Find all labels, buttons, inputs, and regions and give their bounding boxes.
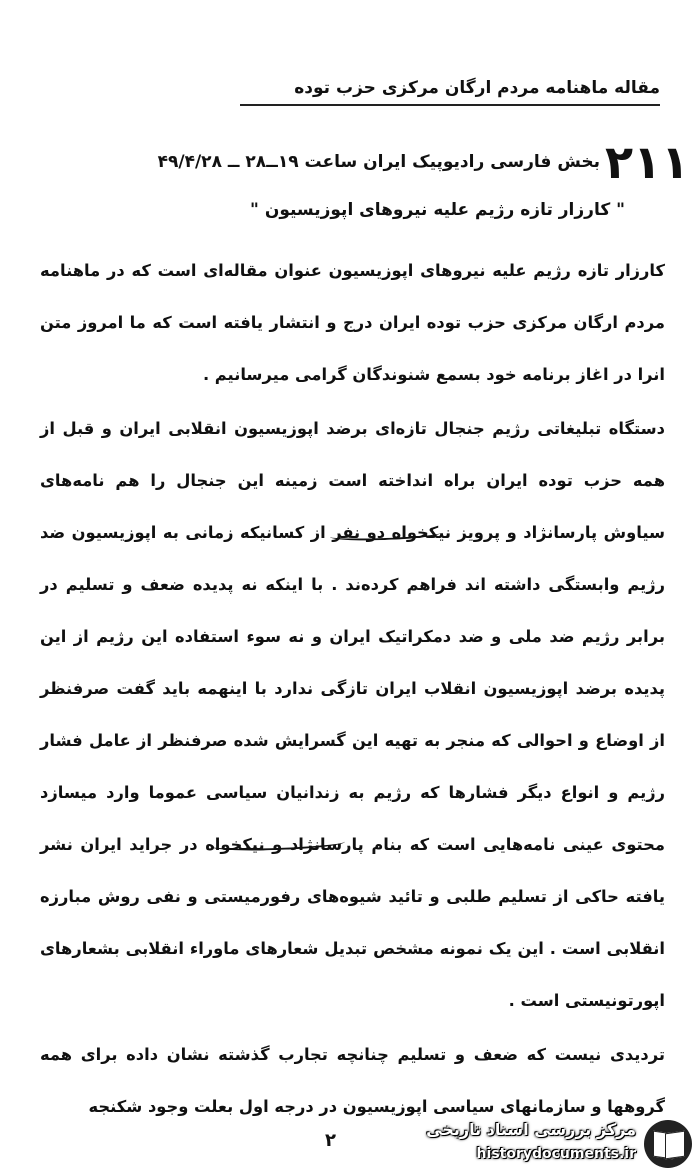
paragraph-closing: تردیدی نیست که ضعف و تسلیم چنانچه تجارب گذشته نشان داده برای همه گروهها و سازمانهای سیاسی اپوزیسیون در درجه اول بعلت وجود شکنجه xyxy=(40,1045,665,1116)
document-header: مقاله ماهنامه مردم ارگان مرکزی حزب توده xyxy=(240,78,660,106)
article-body xyxy=(40,245,665,1133)
watermark-url-text: historydocuments.ir xyxy=(476,1146,636,1162)
paragraph-intro: کارزار تازه رژیم علیه نیروهای اپوزیسیون عنوان مقاله‌ای است که در ماهنامه مردم ارگان مرکزی حزب توده ایران درج و انتشار یافته است که ما امروز متن انرا در اغاز برنامه خود بسمع شنوندگان گرامی میرسانیم . xyxy=(40,261,665,384)
watermark-persian-text: مرکز بررسی اسناد تاریخی xyxy=(426,1120,636,1139)
handwritten-margin-number: ۲۱۱ xyxy=(605,135,690,189)
paragraph-main: دستگاه تبلیغاتی رژیم جنجال تازه‌ای برضد اپوزیسیون انقلابی ایران و قبل از همه حزب توده ایران براه انداخته است زمینه این جنجال را هم نامه‌های سیاوش پارسانژاد و پرویز نیکخواه دو نفر از کسانیکه زمانی به اپوزیسیون ضد رژیم وابستگی داشته اند فراهم کرده‌ند . با اینکه نه پدیده ضعف و تسلیم در برابر رژیم ضد ملی و ضد دمکراتیک ایران و نه سوء استفاده این رژیم از این پدیده برضد اپوزیسیون انقلاب ایران تازگی ندارد با اینهمه باید گفت صرفنظر از اوضاع و احوالی که منجر به تهیه این گسرایش شده صرفنظر از عامل فشار رژیم و انواع دیگر فشارها که رژیم به زندانیان سیاسی عموما وارد میسازد محتوی عینی نامه‌هایی است که بنام پارسانژاد و نیکخواه در جراید ایران نشر یافته حاکی از تسلیم طلبی و تائید شیوه‌های رفورمیستی و نفی روش مبارزه انقلابی است . این یک نمونه مشخص تبدیل شعارهای ماوراء انقلابی بشعارهای اپورتونیستی است . xyxy=(40,419,665,1010)
watermark xyxy=(410,1118,692,1170)
page-number: ۲ xyxy=(325,1130,336,1151)
article-title: " کارزار تازه رژیم علیه نیروهای اپوزیسیون " xyxy=(250,200,625,220)
broadcast-info-line: بخش فارسی رادیوپیک ایران ساعت ۱۹ــ۲۸ ــ ۴۹/۴/۲۸ xyxy=(157,152,600,172)
book-logo-icon xyxy=(644,1120,692,1168)
